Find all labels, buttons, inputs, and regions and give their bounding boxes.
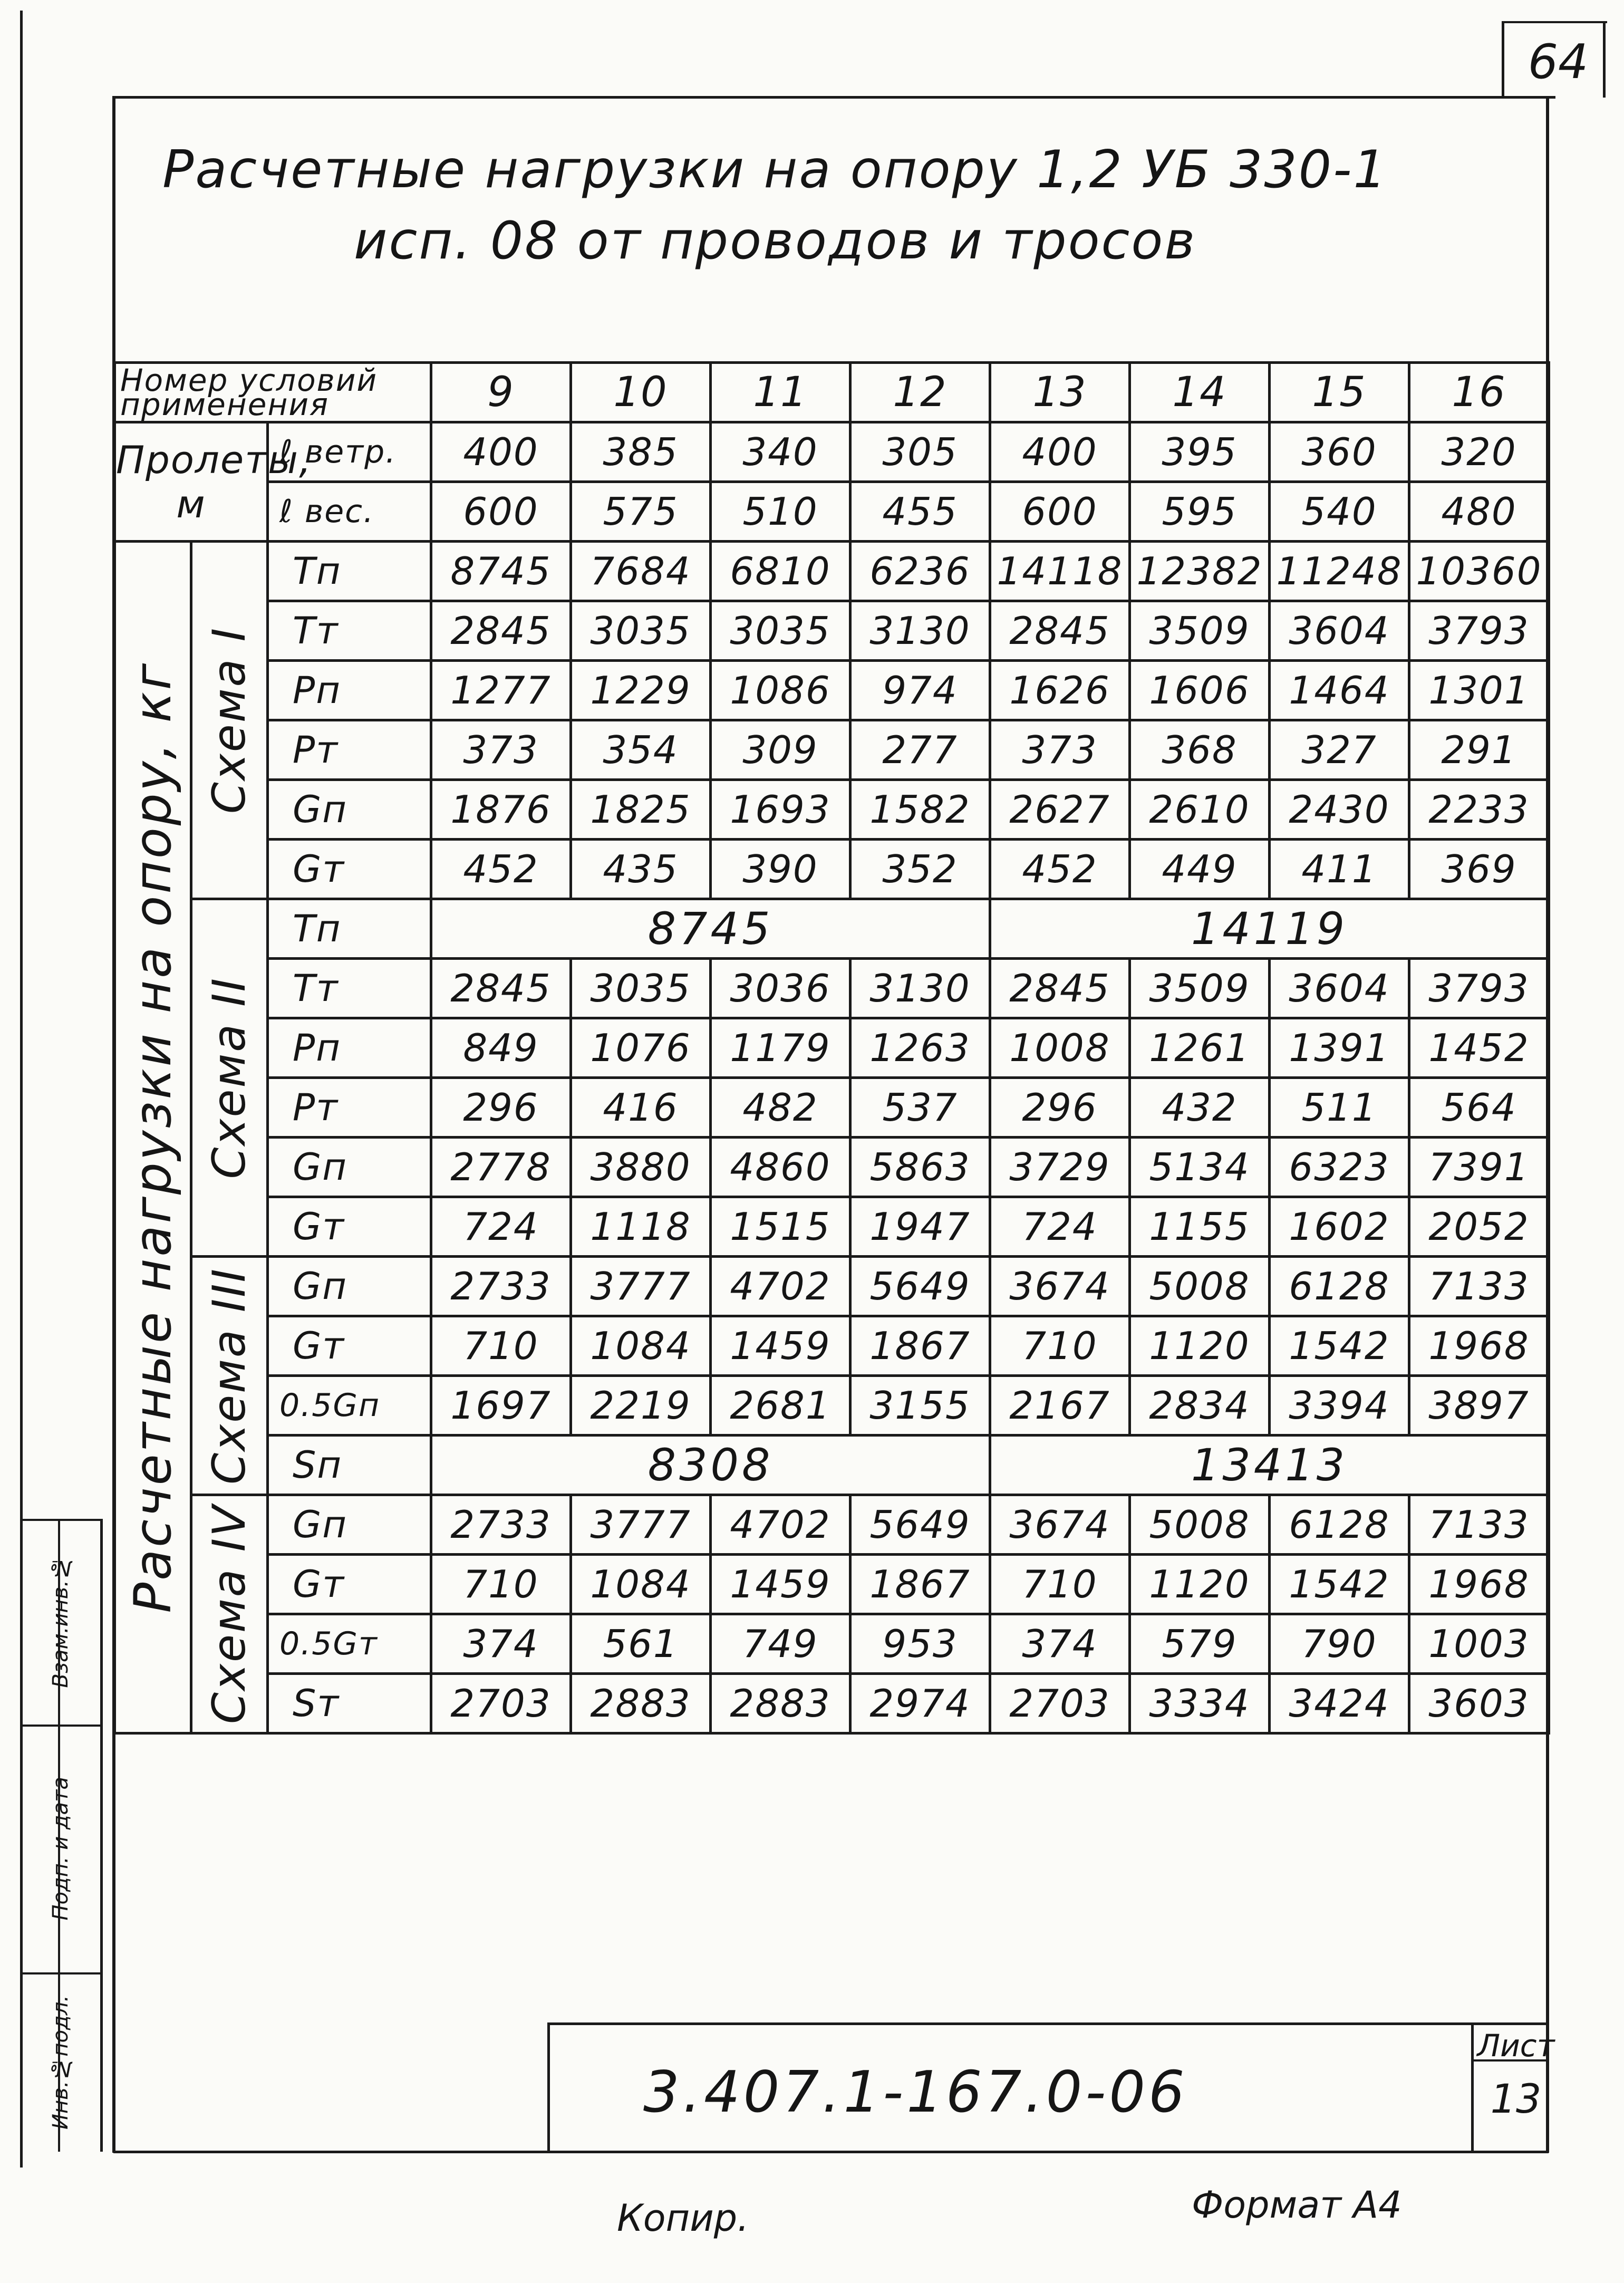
value-cell: 7133	[1409, 1495, 1549, 1555]
value-cell: 1606	[1130, 661, 1270, 720]
value-cell: 2052	[1409, 1197, 1549, 1257]
value-cell: 1084	[571, 1555, 711, 1614]
value-cell: 2627	[990, 780, 1130, 840]
scheme-label: Схема IV	[203, 1504, 256, 1724]
copied-by: Копир.	[617, 2197, 749, 2240]
value-cell: 2430	[1270, 780, 1409, 840]
value-cell: 3509	[1130, 601, 1270, 661]
scheme-label: Схема III	[203, 1267, 256, 1485]
title-line-1: Расчетные нагрузки на опору 1,2 УБ 330-1	[162, 140, 1388, 200]
param-cell: Рп	[268, 1018, 431, 1078]
value-cell: 2681	[711, 1376, 850, 1436]
scheme-row	[115, 1078, 1549, 1138]
scheme-row	[115, 1197, 1549, 1257]
side-stamp-divider-3	[21, 1972, 103, 1974]
value-cell: 1452	[1409, 1018, 1549, 1078]
value-cell: 3604	[1270, 601, 1409, 661]
value-cell: 432	[1130, 1078, 1270, 1138]
value-cell: 2845	[431, 601, 571, 661]
side-stamp-divider-1	[21, 1519, 103, 1521]
value-cell: 1003	[1409, 1614, 1549, 1674]
value-cell: 1120	[1130, 1316, 1270, 1376]
value-cell: 3394	[1270, 1376, 1409, 1436]
value-cell: 510	[711, 482, 850, 542]
value-cell: 537	[850, 1078, 990, 1138]
param-cell: Рп	[268, 661, 431, 720]
value-cell: 3509	[1130, 959, 1270, 1018]
value-cell: 953	[850, 1614, 990, 1674]
value-cell: 352	[850, 840, 990, 899]
span-param: ℓ ветр.	[268, 422, 431, 482]
value-cell: 2703	[990, 1674, 1130, 1733]
value-cell: 452	[990, 840, 1130, 899]
value-cell: 1582	[850, 780, 990, 840]
value-cell: 724	[431, 1197, 571, 1257]
value-cell: 2883	[571, 1674, 711, 1733]
page-num-box-top	[1502, 21, 1607, 23]
value-cell: 7684	[571, 542, 711, 601]
param-cell: Gп	[268, 1257, 431, 1316]
value-cell: 1459	[711, 1316, 850, 1376]
value-cell: 7133	[1409, 1257, 1549, 1316]
loads-table	[113, 361, 1550, 1735]
value-cell: 1542	[1270, 1316, 1409, 1376]
scheme-row	[115, 959, 1549, 1018]
value-cell: 416	[571, 1078, 711, 1138]
value-cell: 390	[711, 840, 850, 899]
value-cell: 1968	[1409, 1555, 1549, 1614]
value-cell: 564	[1409, 1078, 1549, 1138]
value-cell: 3334	[1130, 1674, 1270, 1733]
value-cell: 4702	[711, 1257, 850, 1316]
document-code: 3.407.1-167.0-06	[643, 2059, 1188, 2125]
col-header: 9	[431, 363, 571, 422]
loads-side-label: Расчетные нагрузки на опору, кг	[123, 661, 182, 1613]
page-num-box-left	[1502, 21, 1504, 98]
stamp-top	[548, 2022, 1548, 2025]
value-cell: 6810	[711, 542, 850, 601]
side-stamp-replace	[21, 1524, 100, 1719]
stamp-sheet-divider	[1471, 2022, 1474, 2152]
scheme-row	[115, 1436, 1549, 1495]
value-cell: 2845	[431, 959, 571, 1018]
value-cell: 2703	[431, 1674, 571, 1733]
value-cell: 3604	[1270, 959, 1409, 1018]
value-cell: 1120	[1130, 1555, 1270, 1614]
title-line-2: исп. 08 от проводов и тросов	[353, 211, 1197, 271]
header-label: Номер условий применения	[115, 363, 431, 422]
frame-top	[113, 96, 1555, 99]
value-cell: 305	[850, 422, 990, 482]
merged-value-right: 13413	[990, 1436, 1549, 1495]
value-cell: 309	[711, 720, 850, 780]
value-cell: 1693	[711, 780, 850, 840]
value-cell: 540	[1270, 482, 1409, 542]
value-cell: 3603	[1409, 1674, 1549, 1733]
value-cell: 277	[850, 720, 990, 780]
value-cell: 1261	[1130, 1018, 1270, 1078]
value-cell: 1391	[1270, 1018, 1409, 1078]
param-cell: Gп	[268, 1495, 431, 1555]
value-cell: 575	[571, 482, 711, 542]
col-header: 13	[990, 363, 1130, 422]
value-cell: 3130	[850, 959, 990, 1018]
value-cell: 296	[431, 1078, 571, 1138]
value-cell: 3674	[990, 1495, 1130, 1555]
value-cell: 6236	[850, 542, 990, 601]
value-cell: 449	[1130, 840, 1270, 899]
value-cell: 452	[431, 840, 571, 899]
scheme-row	[115, 1495, 1549, 1555]
value-cell: 1968	[1409, 1316, 1549, 1376]
value-cell: 1867	[850, 1555, 990, 1614]
value-cell: 374	[431, 1614, 571, 1674]
table-body	[115, 363, 1549, 1733]
value-cell: 3036	[711, 959, 850, 1018]
value-cell: 411	[1270, 840, 1409, 899]
scheme-label: Схема I	[203, 626, 256, 814]
value-cell: 482	[711, 1078, 850, 1138]
scheme-row	[115, 542, 1549, 601]
value-cell: 1118	[571, 1197, 711, 1257]
value-cell: 1697	[431, 1376, 571, 1436]
scheme-row	[115, 1257, 1549, 1316]
value-cell: 368	[1130, 720, 1270, 780]
loads-side-label-cell	[115, 542, 191, 1733]
param-cell: Gт	[268, 1197, 431, 1257]
value-cell: 511	[1270, 1078, 1409, 1138]
value-cell: 3130	[850, 601, 990, 661]
value-cell: 710	[990, 1555, 1130, 1614]
value-cell: 2883	[711, 1674, 850, 1733]
value-cell: 600	[431, 482, 571, 542]
value-cell: 3777	[571, 1495, 711, 1555]
value-cell: 1867	[850, 1316, 990, 1376]
value-cell: 1277	[431, 661, 571, 720]
value-cell: 600	[990, 482, 1130, 542]
value-cell: 3729	[990, 1138, 1130, 1197]
value-cell: 10360	[1409, 542, 1549, 601]
value-cell: 291	[1409, 720, 1549, 780]
value-cell: 2219	[571, 1376, 711, 1436]
value-cell: 6128	[1270, 1495, 1409, 1555]
scheme-row	[115, 1138, 1549, 1197]
scheme-row	[115, 1674, 1549, 1733]
side-stamp-divider-2	[21, 1725, 103, 1727]
value-cell: 3793	[1409, 959, 1549, 1018]
value-cell: 710	[990, 1316, 1130, 1376]
value-cell: 1084	[571, 1316, 711, 1376]
param-cell: Gп	[268, 780, 431, 840]
stamp-left	[547, 2022, 550, 2152]
value-cell: 3035	[571, 601, 711, 661]
value-cell: 579	[1130, 1614, 1270, 1674]
sheet-number: 13	[1490, 2075, 1542, 2122]
value-cell: 320	[1409, 422, 1549, 482]
param-cell: Sт	[268, 1674, 431, 1733]
value-cell: 3880	[571, 1138, 711, 1197]
value-cell: 1947	[850, 1197, 990, 1257]
scheme-row	[115, 1614, 1549, 1674]
value-cell: 1179	[711, 1018, 850, 1078]
value-cell: 5649	[850, 1257, 990, 1316]
spans-label: Пролеты, м	[115, 422, 268, 542]
value-cell: 3897	[1409, 1376, 1549, 1436]
side-stamp-right-border	[100, 1519, 103, 2152]
value-cell: 11248	[1270, 542, 1409, 601]
value-cell: 2167	[990, 1376, 1130, 1436]
value-cell: 2974	[850, 1674, 990, 1733]
scheme-row	[115, 601, 1549, 661]
scheme-row	[115, 661, 1549, 720]
value-cell: 373	[990, 720, 1130, 780]
scheme-row	[115, 1376, 1549, 1436]
value-cell: 2610	[1130, 780, 1270, 840]
scheme-row	[115, 1018, 1549, 1078]
value-cell: 849	[431, 1018, 571, 1078]
value-cell: 5134	[1130, 1138, 1270, 1197]
param-cell: Тт	[268, 959, 431, 1018]
value-cell: 455	[850, 482, 990, 542]
value-cell: 374	[990, 1614, 1130, 1674]
value-cell: 296	[990, 1078, 1130, 1138]
value-cell: 1008	[990, 1018, 1130, 1078]
value-cell: 400	[431, 422, 571, 482]
scheme-row	[115, 1555, 1549, 1614]
value-cell: 6323	[1270, 1138, 1409, 1197]
param-cell: 0.5Gп	[268, 1376, 431, 1436]
param-cell: Рт	[268, 720, 431, 780]
value-cell: 4860	[711, 1138, 850, 1197]
scheme-label-cell	[191, 1495, 268, 1733]
value-cell: 974	[850, 661, 990, 720]
value-cell: 3155	[850, 1376, 990, 1436]
side-stamp-orig-label: Инв.№подл.	[49, 1995, 73, 2130]
scheme-row	[115, 780, 1549, 840]
value-cell: 12382	[1130, 542, 1270, 601]
side-stamp-replace-label: Взам.инв.№	[49, 1555, 73, 1688]
value-cell: 395	[1130, 422, 1270, 482]
col-header: 12	[850, 363, 990, 422]
value-cell: 327	[1270, 720, 1409, 780]
value-cell: 14118	[990, 542, 1130, 601]
value-cell: 1301	[1409, 661, 1549, 720]
value-cell: 360	[1270, 422, 1409, 482]
value-cell: 1229	[571, 661, 711, 720]
value-cell: 385	[571, 422, 711, 482]
span-param: ℓ вес.	[268, 482, 431, 542]
scheme-label-cell	[191, 899, 268, 1257]
value-cell: 710	[431, 1316, 571, 1376]
frame-bottom	[113, 2151, 1549, 2153]
value-cell: 2233	[1409, 780, 1549, 840]
param-cell: Gт	[268, 840, 431, 899]
param-cell: 0.5Gт	[268, 1614, 431, 1674]
value-cell: 3424	[1270, 1674, 1409, 1733]
value-cell: 354	[571, 720, 711, 780]
merged-value-left: 8308	[431, 1436, 990, 1495]
value-cell: 724	[990, 1197, 1130, 1257]
header-row	[115, 363, 1549, 422]
value-cell: 8745	[431, 542, 571, 601]
value-cell: 2834	[1130, 1376, 1270, 1436]
param-cell: Тп	[268, 542, 431, 601]
merged-value-left: 8745	[431, 899, 990, 959]
scheme-label-cell	[191, 542, 268, 899]
scheme-row	[115, 840, 1549, 899]
value-cell: 400	[990, 422, 1130, 482]
side-stamp-orig	[21, 1978, 100, 2146]
scheme-row	[115, 899, 1549, 959]
param-cell: Тп	[268, 899, 431, 959]
value-cell: 561	[571, 1614, 711, 1674]
value-cell: 373	[431, 720, 571, 780]
col-header: 16	[1409, 363, 1549, 422]
param-cell: Gт	[268, 1555, 431, 1614]
value-cell: 2733	[431, 1495, 571, 1555]
side-stamp-sign	[21, 1730, 100, 1967]
value-cell: 1464	[1270, 661, 1409, 720]
span-row	[115, 422, 1549, 482]
value-cell: 480	[1409, 482, 1549, 542]
value-cell: 1515	[711, 1197, 850, 1257]
param-cell: Gп	[268, 1138, 431, 1197]
value-cell: 1825	[571, 780, 711, 840]
value-cell: 1459	[711, 1555, 850, 1614]
value-cell: 1086	[711, 661, 850, 720]
span-row	[115, 482, 1549, 542]
value-cell: 3674	[990, 1257, 1130, 1316]
value-cell: 595	[1130, 482, 1270, 542]
value-cell: 6128	[1270, 1257, 1409, 1316]
value-cell: 340	[711, 422, 850, 482]
value-cell: 3777	[571, 1257, 711, 1316]
value-cell: 1155	[1130, 1197, 1270, 1257]
merged-value-right: 14119	[990, 899, 1549, 959]
format-label: Формат А4	[1192, 2183, 1402, 2227]
scheme-label: Схема II	[203, 976, 256, 1179]
value-cell: 1263	[850, 1018, 990, 1078]
value-cell: 749	[711, 1614, 850, 1674]
param-cell: Тт	[268, 601, 431, 661]
value-cell: 5008	[1130, 1257, 1270, 1316]
param-cell: Gт	[268, 1316, 431, 1376]
sheet-label: Лист	[1477, 2028, 1555, 2064]
value-cell: 2733	[431, 1257, 571, 1316]
param-cell: Рт	[268, 1078, 431, 1138]
col-header: 10	[571, 363, 711, 422]
value-cell: 369	[1409, 840, 1549, 899]
value-cell: 5863	[850, 1138, 990, 1197]
value-cell: 2845	[990, 959, 1130, 1018]
value-cell: 2845	[990, 601, 1130, 661]
scheme-row	[115, 720, 1549, 780]
value-cell: 5649	[850, 1495, 990, 1555]
param-cell: Sп	[268, 1436, 431, 1495]
value-cell: 1076	[571, 1018, 711, 1078]
value-cell: 1602	[1270, 1197, 1409, 1257]
value-cell: 3035	[711, 601, 850, 661]
scheme-label-cell	[191, 1257, 268, 1495]
value-cell: 1542	[1270, 1555, 1409, 1614]
value-cell: 4702	[711, 1495, 850, 1555]
scheme-row	[115, 1316, 1549, 1376]
value-cell: 3035	[571, 959, 711, 1018]
value-cell: 1626	[990, 661, 1130, 720]
value-cell: 2778	[431, 1138, 571, 1197]
value-cell: 435	[571, 840, 711, 899]
value-cell: 7391	[1409, 1138, 1549, 1197]
document-title	[116, 134, 1434, 277]
page-number: 64	[1528, 34, 1589, 90]
col-header: 14	[1130, 363, 1270, 422]
value-cell: 790	[1270, 1614, 1409, 1674]
value-cell: 710	[431, 1555, 571, 1614]
value-cell: 3793	[1409, 601, 1549, 661]
value-cell: 1876	[431, 780, 571, 840]
col-header: 11	[711, 363, 850, 422]
col-header: 15	[1270, 363, 1409, 422]
value-cell: 5008	[1130, 1495, 1270, 1555]
side-stamp-sign-label: Подп. и дата	[49, 1776, 73, 1921]
